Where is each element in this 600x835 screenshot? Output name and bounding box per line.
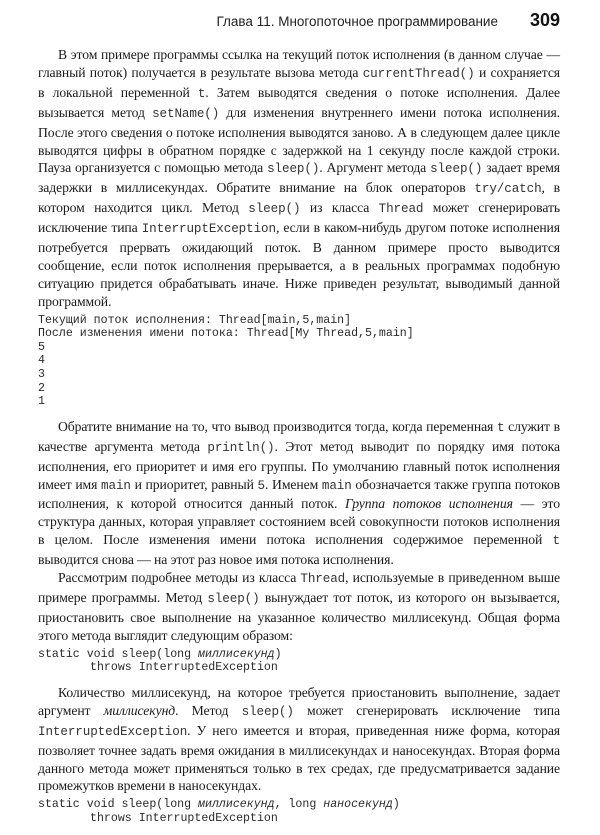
term-thread-group: Группа потоков исполнения xyxy=(344,496,513,512)
paragraph-current-thread: В этом примере программы ссылка на текущий поток исполнения (в данном случае — главный поток) получается в результате вызова метода currentThread() и сохраняется в локальной переменной t. Затем выводятся сведения о потоке исполнения. Далее вызывается метод setName() для изменения внутреннего имени потока исполнения. После этого сведения о потоке исполнения выводятся заново. А в следующем далее цикле выводятся цифры в обратном порядке с задержкой на 1 секунду после каждой строки. Пауза организуется с помощью метода sleep(). Аргумент метода sleep() задает время задержки в миллисекундах. Обратите внимание на блок операторов try/catch, в котором находится цикл. Метод sleep() из класса Thread может сгенерировать исключение типа InterruptException, если в каком-нибудь другом потоке исполнения потребуется прервать ожидающий поток. В данном примере просто выводится сообщение, если поток исполнения прерывается, а в реальных программах подобную ситуацию придется обрабатывать иначе. Ниже приведен результат, выводимый данной программой. xyxy=(38,47,560,309)
signature-line: static void sleep(long миллисекунд, long наносекунд) xyxy=(38,798,400,812)
output-line: 1 xyxy=(38,395,45,409)
book-page xyxy=(38,10,560,835)
paragraph-sleep-method: Рассмотрим подробнее методы из класса Thread, используемые в приведенном выше примере программы. Метод sleep() вынуждает тот поток, из которого он вызывается, приостановить свое выполнение на указанное количество миллисекунд. Общая форма этого метода выглядит следующим образом: xyxy=(38,570,561,643)
output-line: 3 xyxy=(38,368,45,382)
signature-line: static void sleep(long миллисекунд) xyxy=(38,647,282,661)
output-line: После изменения имени потока: Thread[My Thread,5,main] xyxy=(38,327,414,341)
sleep-signature-ms xyxy=(38,648,560,675)
running-header xyxy=(38,10,560,36)
term-milliseconds: миллисекунд xyxy=(103,702,176,718)
signature-throws-line: throws InterruptedException xyxy=(90,811,278,825)
signature-throws-line: throws InterruptedException xyxy=(90,661,278,675)
paragraph-sleep-forms: Количество миллисекунд, на которое требуется приостановить выполнение, задает аргумент миллисекунд. Метод sleep() может сгенерировать исключение типа InterruptedException. У него имеется и вторая, приведенная ниже форма, которая позволяет точнее задать время ожидания в миллисекундах и наносекундах. Вторая форма данного метода может применяться только в тех средах, где предусматривается задание промежутков времени в наносекундах. xyxy=(38,684,560,794)
output-line: Текущий поток исполнения: Thread[main,5,main] xyxy=(38,313,352,327)
sleep-signature-ns xyxy=(38,798,560,825)
output-line: 4 xyxy=(38,354,45,368)
output-line: 2 xyxy=(38,381,45,395)
output-line: 5 xyxy=(38,340,45,354)
program-output-listing xyxy=(38,314,560,409)
chapter-title: Глава 11. Многопоточное программирование xyxy=(216,14,498,29)
page-number: 309 xyxy=(529,10,560,30)
paragraph-output-explanation: Обратите внимание на то, что вывод производится тогда, когда переменная t служит в качестве аргумента метода println(). Этот метод выводит по порядку имя потока исполнения, его приоритет и имя его группы. По умолчанию главный поток исполнения имеет имя main и приоритет, равный 5. Именем main обозначается также группа потоков исполнения, к которой относится данный поток. Группа потоков исполнения — это структура данных, которая управляет состоянием всей совокупности потоков исполнения в целом. После изменения имени потока исполнения содержимое переменной t выводится снова — на этот раз новое имя потока исполнения. xyxy=(38,418,560,568)
